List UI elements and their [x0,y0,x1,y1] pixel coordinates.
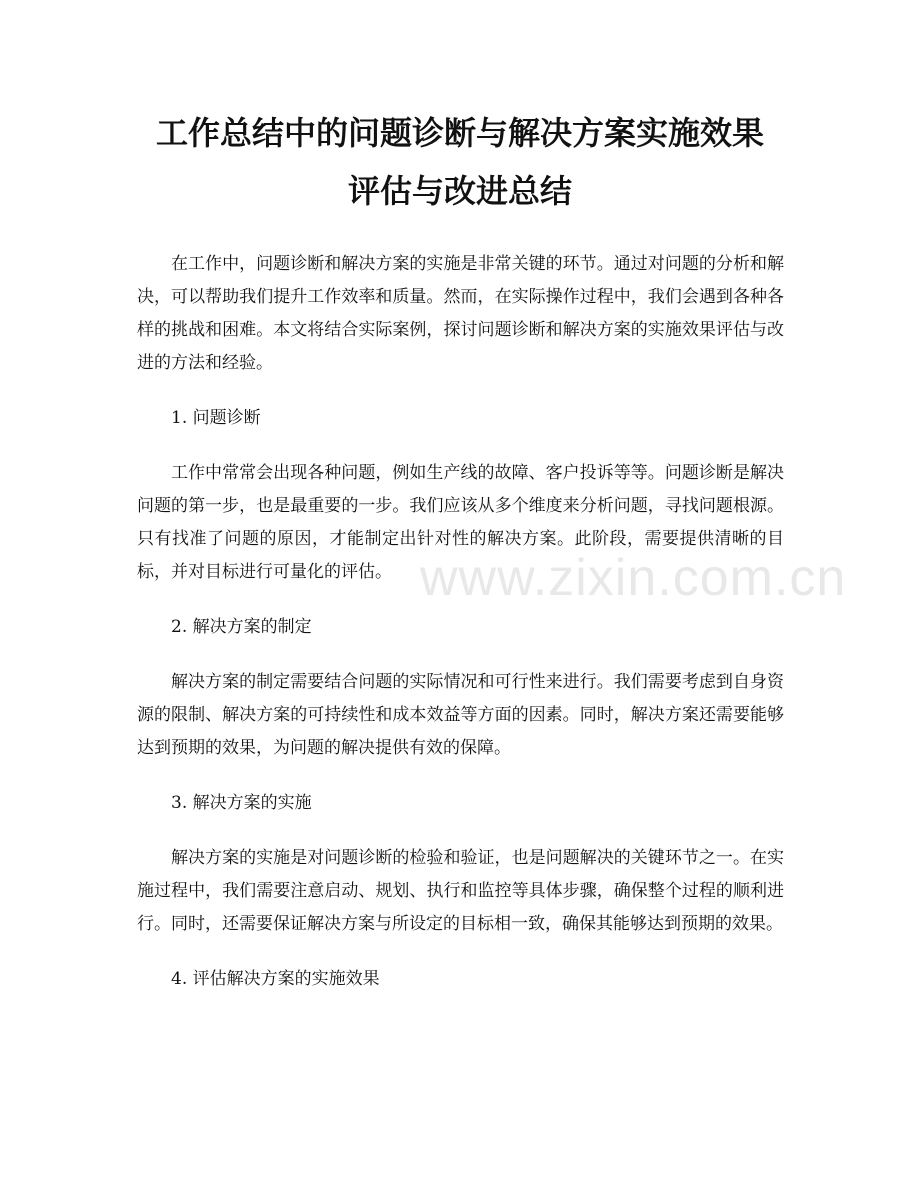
intro-paragraph: 在工作中，问题诊断和解决方案的实施是非常关键的环节。通过对问题的分析和解决，可以帮助我们提升工作效率和质量。然而，在实际操作过程中，我们会遇到各种各样的挑战和困难。本文将结合实际案例，探讨问题诊断和解决方案的实施效果评估与改进的方法和经验。 [137,254,784,373]
section-heading-1: 1. 问题诊断 [171,408,261,428]
section-3-paragraph: 解决方案的实施是对问题诊断的检验和验证，也是问题解决的关键环节之一。在实施过程中，我们需要注意启动、规划、执行和监控等具体步骤，确保整个过程的顺利进行。同时，还需要保证解决方案与所设定的目标相一致，确保其能够达到预期的效果。 [137,848,784,934]
title-line-2: 评估与改进总结 [347,172,572,210]
watermark: www.zixin.com.cn [420,549,847,607]
document-body [137,248,784,1018]
section-heading-4: 4. 评估解决方案的实施效果 [171,969,380,989]
section-1-paragraph: 工作中常常会出现各种问题，例如生产线的故障、客户投诉等等。问题诊断是解决问题的第一步，也是最重要的一步。我们应该从多个维度来分析问题，寻找问题根源。只有找准了问题的原因，才能制定出针对性的解决方案。此阶段，需要提供清晰的目标，并对目标进行可量化的评估。 [137,463,784,582]
section-2-paragraph: 解决方案的制定需要结合问题的实际情况和可行性来进行。我们需要考虑到自身资源的限制、解决方案的可持续性和成本效益等方面的因素。同时，解决方案还需要能够达到预期的效果，为问题的解决提供有效的保障。 [137,672,784,758]
document-title [100,104,820,220]
title-line-1: 工作总结中的问题诊断与解决方案实施效果 [155,114,764,152]
section-heading-2: 2. 解决方案的制定 [171,617,312,637]
section-heading-3: 3. 解决方案的实施 [171,793,312,813]
